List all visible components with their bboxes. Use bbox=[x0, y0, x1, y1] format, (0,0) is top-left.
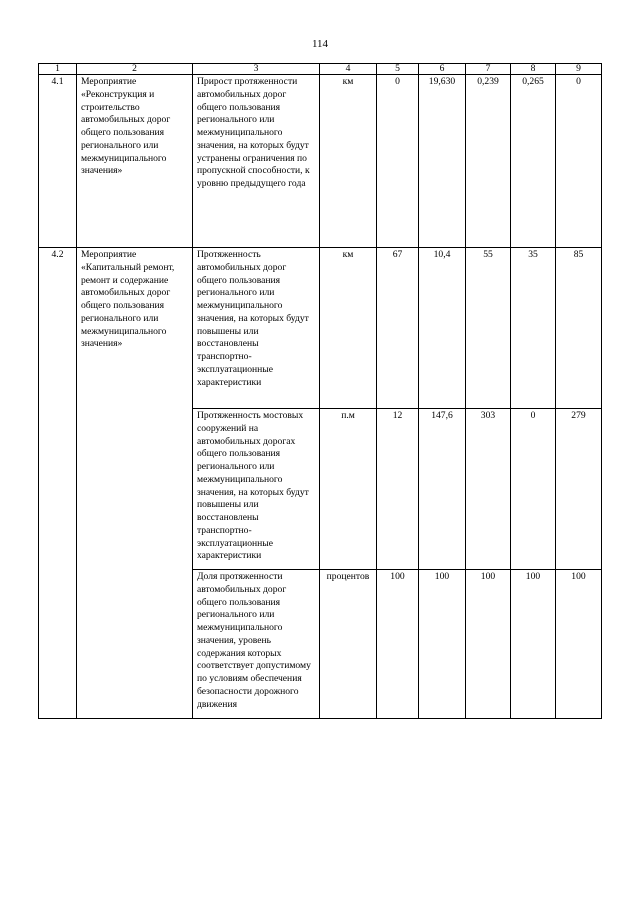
value-col-9: 85 bbox=[556, 248, 602, 409]
value-col-6: 147,6 bbox=[419, 409, 466, 570]
header-col-5: 5 bbox=[377, 64, 419, 75]
value-col-7: 303 bbox=[466, 409, 511, 570]
value-col-5: 67 bbox=[377, 248, 419, 409]
table-row bbox=[39, 75, 602, 248]
indicator-name: Протяженность мостовых сооружений на автомобильных дорогах общего пользования регионального или межмуниципального значения, на которых будут повышены или восстановлены транспортно-эксплуатационные характеристики bbox=[193, 409, 320, 570]
indicator-name: Доля протяженности автомобильных дорог общего пользования регионального или межмуниципального значения, уровень содержания которых соответствует допустимому по условиям обеспечения безопасности дорожного движения bbox=[193, 570, 320, 719]
page-number: 114 bbox=[311, 38, 329, 50]
value-col-8: 0 bbox=[511, 409, 556, 570]
value-col-9: 279 bbox=[556, 409, 602, 570]
value-col-6: 10,4 bbox=[419, 248, 466, 409]
unit: п.м bbox=[320, 409, 377, 570]
table-row bbox=[39, 248, 602, 409]
indicators-table bbox=[38, 63, 602, 719]
activity-name: Мероприятие «Реконструкция и строительство автомобильных дорог общего пользования регионального или межмуниципального значения» bbox=[77, 75, 193, 248]
activity-name: Мероприятие «Капитальный ремонт, ремонт и содержание автомобильных дорог общего пользования регионального или межмуниципального значения» bbox=[77, 248, 193, 719]
header-col-6: 6 bbox=[419, 64, 466, 75]
value-col-5: 100 bbox=[377, 570, 419, 719]
header-col-1: 1 bbox=[39, 64, 77, 75]
value-col-7: 0,239 bbox=[466, 75, 511, 248]
value-col-8: 35 bbox=[511, 248, 556, 409]
value-col-7: 55 bbox=[466, 248, 511, 409]
value-col-9: 0 bbox=[556, 75, 602, 248]
unit: км bbox=[320, 75, 377, 248]
value-col-8: 0,265 bbox=[511, 75, 556, 248]
indicator-name: Прирост протяженности автомобильных дорог общего пользования регионального или межмуниципального значения, на которых будут устранены ограничения по пропускной способности, к уровню предыдущего года bbox=[193, 75, 320, 248]
value-col-6: 19,630 bbox=[419, 75, 466, 248]
value-col-5: 12 bbox=[377, 409, 419, 570]
value-col-6: 100 bbox=[419, 570, 466, 719]
header-col-2: 2 bbox=[77, 64, 193, 75]
unit: процентов bbox=[320, 570, 377, 719]
unit: км bbox=[320, 248, 377, 409]
header-col-7: 7 bbox=[466, 64, 511, 75]
value-col-9: 100 bbox=[556, 570, 602, 719]
value-col-7: 100 bbox=[466, 570, 511, 719]
header-col-4: 4 bbox=[320, 64, 377, 75]
value-col-5: 0 bbox=[377, 75, 419, 248]
row-number: 4.1 bbox=[39, 75, 77, 248]
header-col-3: 3 bbox=[193, 64, 320, 75]
header-col-8: 8 bbox=[511, 64, 556, 75]
value-col-8: 100 bbox=[511, 570, 556, 719]
row-number: 4.2 bbox=[39, 248, 77, 719]
indicator-name: Протяженность автомобильных дорог общего пользования регионального или межмуниципального значения, на которых будут повышены или восстановлены транспортно-эксплуатационные характеристики bbox=[193, 248, 320, 409]
header-row bbox=[39, 64, 602, 75]
header-col-9: 9 bbox=[556, 64, 602, 75]
